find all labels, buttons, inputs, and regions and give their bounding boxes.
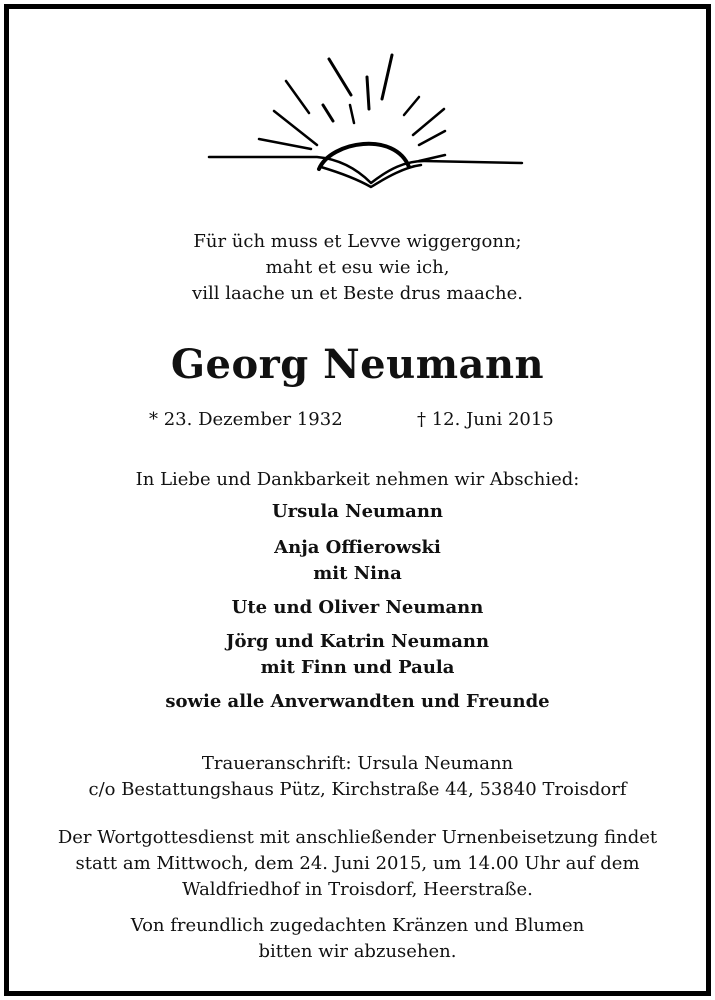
address-line-1: Traueranschrift: Ursula Neumann (201, 753, 514, 774)
farewell-intro: In Liebe und Dankbarkeit nehmen wir Abschied: (135, 469, 580, 490)
death-date: † 12. Juni 2015 (417, 409, 554, 430)
birth-date: * 23. Dezember 1932 (149, 409, 343, 430)
verse-line-2: maht et esu wie ich, (265, 257, 450, 278)
mourner-2: Anja Offierowski (274, 537, 441, 558)
rising-sun-icon (199, 49, 529, 199)
obituary-notice (4, 4, 711, 996)
service-line-2: statt am Mittwoch, dem 24. Juni 2015, um 14.00 Uhr auf dem (75, 853, 640, 874)
mourner-others: sowie alle Anverwandten und Freunde (165, 691, 550, 712)
mourner-1: Ursula Neumann (271, 501, 444, 522)
verse-line-3: vill laache un et Beste drus maache. (192, 283, 523, 304)
address-line-2: c/o Bestattungshaus Pütz, Kirchstraße 44, 53840 Troisdorf (88, 779, 627, 800)
mourner-2-companion: mit Nina (313, 563, 402, 584)
note-line-1: Von freundlich zugedachten Kränzen und Blumen (130, 915, 585, 936)
deceased-name: Georg Neumann (170, 341, 545, 388)
note-line-2: bitten wir abzusehen. (258, 941, 457, 962)
service-line-3: Waldfriedhof in Troisdorf, Heerstraße. (182, 879, 533, 900)
service-line-1: Der Wortgottesdienst mit anschließender Urnenbeisetzung findet (57, 827, 658, 848)
verse-line-1: Für üch muss et Levve wiggergonn; (193, 231, 522, 252)
mourner-4-companions: mit Finn und Paula (260, 657, 455, 678)
mourner-4: Jörg und Katrin Neumann (225, 631, 490, 652)
mourner-3: Ute und Oliver Neumann (231, 597, 484, 618)
